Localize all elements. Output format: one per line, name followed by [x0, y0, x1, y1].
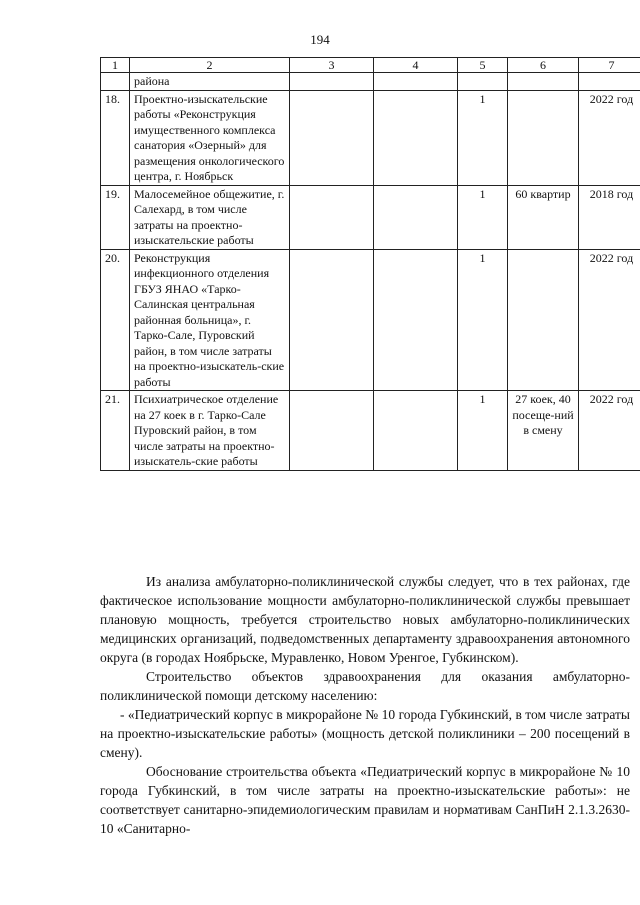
cell-col-3: [290, 73, 374, 91]
cell-col-4: [374, 391, 458, 471]
cell-year: [579, 73, 640, 91]
cell-quantity: [458, 73, 508, 91]
cell-quantity: 1: [458, 185, 508, 249]
header-col-3: 3: [290, 58, 374, 73]
paragraph-justification: Обоснование строительства объекта «Педиатрический корпус в микрорайоне № 10 города Губкинский, в том числе затраты на проектно-изыскательские работы»: не соответствует санитарно-эпидемиологическим правилам и нормативам СанПиН 2.1.3.2630-10 «Санитарно-: [100, 764, 630, 836]
row-number: 20.: [101, 249, 130, 391]
cell-capacity: 27 коек, 40 посеще-ний в смену: [508, 391, 579, 471]
header-col-7: 7: [579, 58, 640, 73]
cell-capacity: [508, 90, 579, 185]
cell-year: 2018 год: [579, 185, 640, 249]
object-name: Психиатрическое отделение на 27 коек в г. Тарко-Сале Пуровский район, в том числе затраты на проектно-изыскатель-ские работы: [130, 391, 290, 471]
cell-col-4: [374, 185, 458, 249]
cell-col-4: [374, 249, 458, 391]
cell-col-4: [374, 73, 458, 91]
object-name: района: [130, 73, 290, 91]
paragraph-pediatric-building: - «Педиатрический корпус в микрорайоне № 10 города Губкинский, в том числе затраты на проектно-изыскательские работы» (мощность детской поликлиники – 200 посещений в смену).: [100, 707, 630, 760]
header-col-4: 4: [374, 58, 458, 73]
body-text: [100, 572, 630, 838]
cell-quantity: 1: [458, 249, 508, 391]
object-name: Проектно-изыскательские работы «Реконструкция имущественного комплекса санатория «Озерный» для размещения онкологического центра, г. Ноябрьск: [130, 90, 290, 185]
row-number: 21.: [101, 391, 130, 471]
cell-year: 2022 год: [579, 90, 640, 185]
table-row: [101, 185, 640, 249]
page-number: 194: [310, 32, 330, 47]
row-number: 19.: [101, 185, 130, 249]
object-name: Реконструкция инфекционного отделения ГБУЗ ЯНАО «Тарко-Салинская центральная районная больница», г. Тарко-Сале, Пуровский район, в том числе затраты на проектно-изыскатель-ские работы: [130, 249, 290, 391]
cell-col-3: [290, 90, 374, 185]
cell-quantity: 1: [458, 391, 508, 471]
objects-table: [100, 57, 640, 471]
table-header-row: [101, 58, 640, 73]
table-row: [101, 249, 640, 391]
cell-col-3: [290, 185, 374, 249]
table-row: [101, 90, 640, 185]
cell-col-3: [290, 391, 374, 471]
cell-capacity: [508, 73, 579, 91]
header-col-6: 6: [508, 58, 579, 73]
table-row: [101, 391, 640, 471]
cell-col-3: [290, 249, 374, 391]
paragraph-analysis: Из анализа амбулаторно-поликлинической службы следует, что в тех районах, где фактическое использование мощности амбулаторно-поликлинической службы превышает плановую мощность, требуется строительство новых амбулаторно-поликлинических медицинских организаций, подведомственных департаменту здравоохранения автономного округа (в городах Ноябрьске, Муравленко, Новом Уренгое, Губкинском).: [100, 574, 630, 665]
header-col-2: 2: [130, 58, 290, 73]
object-name: Малосемейное общежитие, г. Салехард, в том числе затраты на проектно-изыскательские работы: [130, 185, 290, 249]
row-number: 18.: [101, 90, 130, 185]
header-col-1: 1: [101, 58, 130, 73]
cell-col-4: [374, 90, 458, 185]
cell-year: 2022 год: [579, 391, 640, 471]
cell-capacity: [508, 249, 579, 391]
cell-capacity: 60 квартир: [508, 185, 579, 249]
cell-quantity: 1: [458, 90, 508, 185]
row-number: [101, 73, 130, 91]
paragraph-construction: Строительство объектов здравоохранения для оказания амбулаторно-поликлинической помощи детскому населению:: [100, 669, 630, 703]
header-col-5: 5: [458, 58, 508, 73]
cell-year: 2022 год: [579, 249, 640, 391]
table-row: [101, 73, 640, 91]
